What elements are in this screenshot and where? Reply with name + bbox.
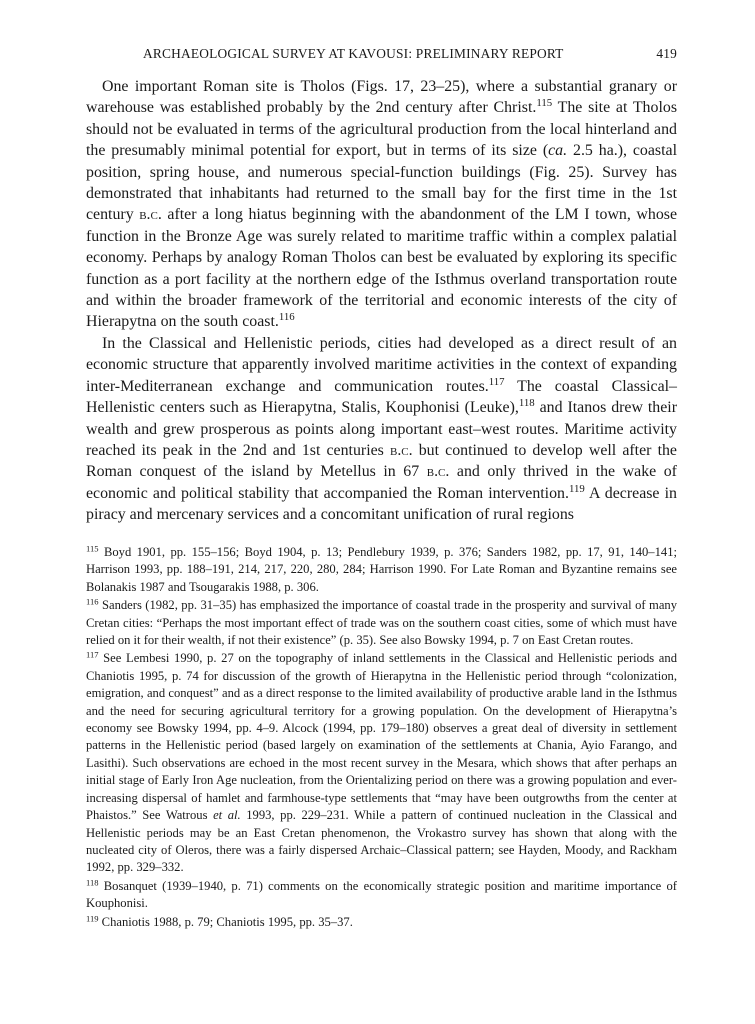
footnote-text: Chaniotis 1988, p. 79; Chaniotis 1995, pp. 35–37. xyxy=(98,914,353,929)
text-run: A decrease in piracy and mercenary services and a concomitant unification of rural regions xyxy=(86,484,678,524)
italic-abbrev: et al. xyxy=(213,808,241,823)
text-run: and only thrived in the wake of economic and political stability that accompanied the Roman intervention. xyxy=(86,463,677,502)
footnote-ref-117: 117 xyxy=(488,375,505,388)
footnote-text: Boyd 1901, pp. 155–156; Boyd 1904, p. 13; Pendlebury 1939, p. 376; Sanders 1982, pp. 17, 91, 140–141; Harrison 1993, pp. 188–191, 214, 217, 220, 280, 284; Harrison 1990. For Late Roman and Byzantine remains see Bolanakis 1987 and Tsougarakis 1988, p. 306. xyxy=(86,545,677,594)
footnote-text: 1993, pp. 229–231. While a pattern of continued nucleation in the Classical and Hellenistic periods may be an East Cretan phenomenon, the Vrokastro survey has shown that along with the nucleated city of Oleros, there was a fairly dispersed Archaic–Classical pattern; see Hayden, Moody, and Rackham 1992, pp. 329–332. xyxy=(86,808,677,875)
text-run: after a long hiatus beginning with the abandonment of the LM I town, whose function in the Bronze Age was surely related to maritime traffic within a complex palatial economy. Perhaps by analogy Roman Tholos can best be evaluated by exploring its specific function as a port facility at the northern edge of the Isthmus overland transportation route and within the broader framework of the territorial and economic interests of the city of Hierapytna on the south coast. xyxy=(86,206,677,331)
footnote-text: Sanders (1982, pp. 31–35) has emphasized the importance of coastal trade in the prosperity and survival of many Cretan cities: “Perhaps the most important effect of trade was on the southern coast cities, some of which must have relied on it for their wealth, if not their existence” (p. 35). See also Bowsky 1994, p. 7 on East Cretan routes. xyxy=(86,598,677,648)
footnote-number: 118 xyxy=(86,877,99,888)
footnote-number: 119 xyxy=(86,912,99,923)
running-header xyxy=(86,46,677,68)
footnote-number: 117 xyxy=(86,649,99,660)
body-text xyxy=(86,76,677,526)
footnote-text: See Lembesi 1990, p. 27 on the topography of inland settlements in the Classical and Hellenistic periods and Chaniotis 1995, p. 74 for discussion of the growth of Hierapytna in the Hellenistic period through “colonization, emigration, and conquest” and as a direct response to the limited availability of productive arable land in the Isthmus and the need for securing agricultural territory for a growing population. On the development of Hierapytna’s economy see Bowsky 1994, pp. 4–9. Alcock (1994, pp. 179–180) observes a great deal of diversity in settlement patterns in the Hellenistic period (based largely on examination of the settlements at Chania, Ayio Farango, and Lasithi). Such observations are echoed in the most recent survey in the Mesara, which shows that after perhaps an initial stage of Early Iron Age nucleation, from the Orientalizing period on there was a growing population and ever-increasing dispersal of hamlet and farmhouse-type settlements that “may have been outgrowths from the center at Phaistos.” See Watrous xyxy=(86,651,677,823)
text-run: One important Roman site is Tholos (Figs. 17, 23–25), where a substantial granary or warehouse was established probably by the 2nd century after Christ. xyxy=(86,78,677,117)
era-abbrev: b.c. xyxy=(139,206,162,224)
text-run: The coastal Classical–Hellenistic centers such as Hierapytna, Stalis, Kouphonisi (Leuke), xyxy=(86,377,677,417)
footnote-ref-116: 116 xyxy=(278,311,295,324)
footnote-number: 115 xyxy=(86,543,99,554)
paragraph-2 xyxy=(86,333,677,526)
text-run: but continued to develop well after the Roman conquest of the island by Metellus in 67 xyxy=(86,441,677,481)
footnote-119 xyxy=(86,914,677,931)
page xyxy=(86,46,678,929)
footnote-117 xyxy=(86,650,677,876)
era-abbrev: b.c. xyxy=(426,463,450,481)
footnote-text: Bosanquet (1939–1940, p. 71) comments on the economically strategic position and maritime importance of Kouphonisi. xyxy=(86,878,677,911)
footnote-ref-119: 119 xyxy=(568,482,585,495)
page-number: 419 xyxy=(656,46,677,61)
era-abbrev: b.c. xyxy=(389,441,413,459)
paragraph-1 xyxy=(86,76,677,333)
footnote-ref-115: 115 xyxy=(536,97,553,110)
text-run: The site at Tholos should not be evaluated in terms of the agricultural production from the local hinterland and the presumably minimal potential for export, but in terms of its size ( xyxy=(86,99,677,160)
text-run: and Itanos drew their wealth and grew prosperous as points along important east–west routes. Maritime activity reached its peak in the 2nd and 1st centuries xyxy=(86,399,677,459)
text-run: 2.5 ha.), coastal position, spring house, and numerous special-function buildings (Fig. 25). Survey has demonstrated that inhabitants had returned to the small bay for the first time in the 1st century xyxy=(86,142,677,224)
footnotes xyxy=(86,544,677,932)
italic-abbrev: ca. xyxy=(548,142,568,160)
footnote-115 xyxy=(86,544,677,596)
text-run: In the Classical and Hellenistic periods, cities had developed as a direct result of an economic structure that apparently involved maritime activities in the context of expanding inter-Mediterranean exchange and communication routes. xyxy=(86,334,677,395)
footnote-118 xyxy=(86,878,677,913)
footnote-ref-118: 118 xyxy=(518,397,535,410)
running-title: ARCHAEOLOGICAL SURVEY AT KAVOUSI: PRELIMINARY REPORT xyxy=(143,46,564,61)
footnote-116 xyxy=(86,597,677,649)
footnote-number: 116 xyxy=(86,596,99,607)
